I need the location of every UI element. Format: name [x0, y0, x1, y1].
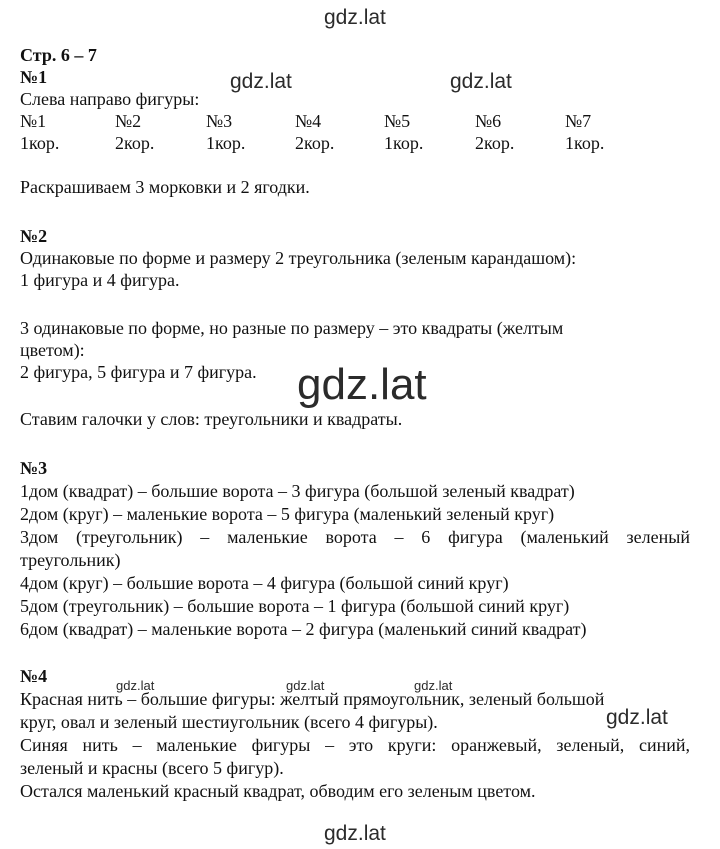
- figure-value: 2кор.: [115, 133, 155, 153]
- figure-label: №3: [206, 111, 233, 131]
- exercise-2-paragraph: 3 одинаковые по форме, но разные по размеру – это квадраты (желтым: [20, 318, 564, 338]
- figure-label: №1: [20, 111, 47, 131]
- watermark: gdz.lat: [230, 70, 292, 93]
- exercise-3-title: №3: [20, 458, 48, 478]
- figure-label: №5: [384, 111, 411, 131]
- exercise-3-line: 1дом (квадрат) – большие ворота – 3 фигура (большой зеленый квадрат): [20, 481, 575, 501]
- exercise-3-line: 5дом (треугольник) – большие ворота – 1 фигура (большой синий круг): [20, 596, 570, 616]
- exercise-3-line: 2дом (круг) – маленькие ворота – 5 фигура (маленький зеленый круг): [20, 504, 555, 524]
- figure-value: 1кор.: [20, 133, 60, 153]
- exercise-3-line: 6дом (квадрат) – маленькие ворота – 2 фигура (маленький синий квадрат): [20, 619, 587, 639]
- figure-value: 1кор.: [206, 133, 246, 153]
- exercise-1-title: №1: [20, 67, 48, 87]
- page-reference: Стр. 6 – 7: [20, 45, 97, 65]
- exercise-4-line: круг, овал и зеленый шестиугольник (всего 4 фигуры).: [20, 712, 438, 732]
- figure-value: 1кор.: [565, 133, 605, 153]
- watermark: gdz.lat: [297, 360, 427, 409]
- figure-label: №2: [115, 111, 142, 131]
- exercise-2-paragraph: 2 фигура, 5 фигура и 7 фигура.: [20, 362, 257, 382]
- exercise-4-title: №4: [20, 666, 48, 686]
- exercise-1-intro: Слева направо фигуры:: [20, 89, 200, 109]
- watermark: gdz.lat: [606, 706, 668, 729]
- figure-label: №7: [565, 111, 592, 131]
- exercise-2-paragraph: цветом):: [20, 340, 85, 360]
- figure-value: 1кор.: [384, 133, 424, 153]
- exercise-2-title: №2: [20, 226, 48, 246]
- exercise-2-paragraph: Одинаковые по форме и размеру 2 треугольника (зеленым карандашом):: [20, 248, 577, 268]
- watermark: gdz.lat: [450, 70, 512, 93]
- document-page: [20, 0, 692, 849]
- exercise-1-note: Раскрашиваем 3 морковки и 2 ягодки.: [20, 177, 310, 197]
- watermark: gdz.lat: [286, 678, 325, 693]
- exercise-4-line: зеленый и красны (всего 5 фигур).: [20, 758, 284, 778]
- figure-value: 2кор.: [295, 133, 335, 153]
- watermark: gdz.lat: [324, 822, 386, 845]
- figure-label: №4: [295, 111, 322, 131]
- figure-value: 2кор.: [475, 133, 515, 153]
- figure-label: №6: [475, 111, 502, 131]
- exercise-4-line: Синяя нить – маленькие фигуры – это круги: оранжевый, зеленый, синий,: [20, 735, 690, 755]
- exercise-4-line: Остался маленький красный квадрат, обводим его зеленым цветом.: [20, 781, 536, 801]
- watermark: gdz.lat: [414, 678, 453, 693]
- exercise-3-line: 3дом (треугольник) – маленькие ворота – 6 фигура (маленький зеленый: [20, 527, 690, 547]
- exercise-4-line: Красная нить – большие фигуры: желтый прямоугольник, зеленый большой: [20, 689, 605, 709]
- exercise-3-line: 4дом (круг) – большие ворота – 4 фигура (большой синий круг): [20, 573, 509, 593]
- watermark: gdz.lat: [116, 678, 155, 693]
- exercise-2-paragraph: 1 фигура и 4 фигура.: [20, 270, 180, 290]
- exercise-2-paragraph: Ставим галочки у слов: треугольники и квадраты.: [20, 409, 403, 429]
- exercise-3-line: треугольник): [20, 550, 121, 570]
- watermark: gdz.lat: [324, 6, 386, 29]
